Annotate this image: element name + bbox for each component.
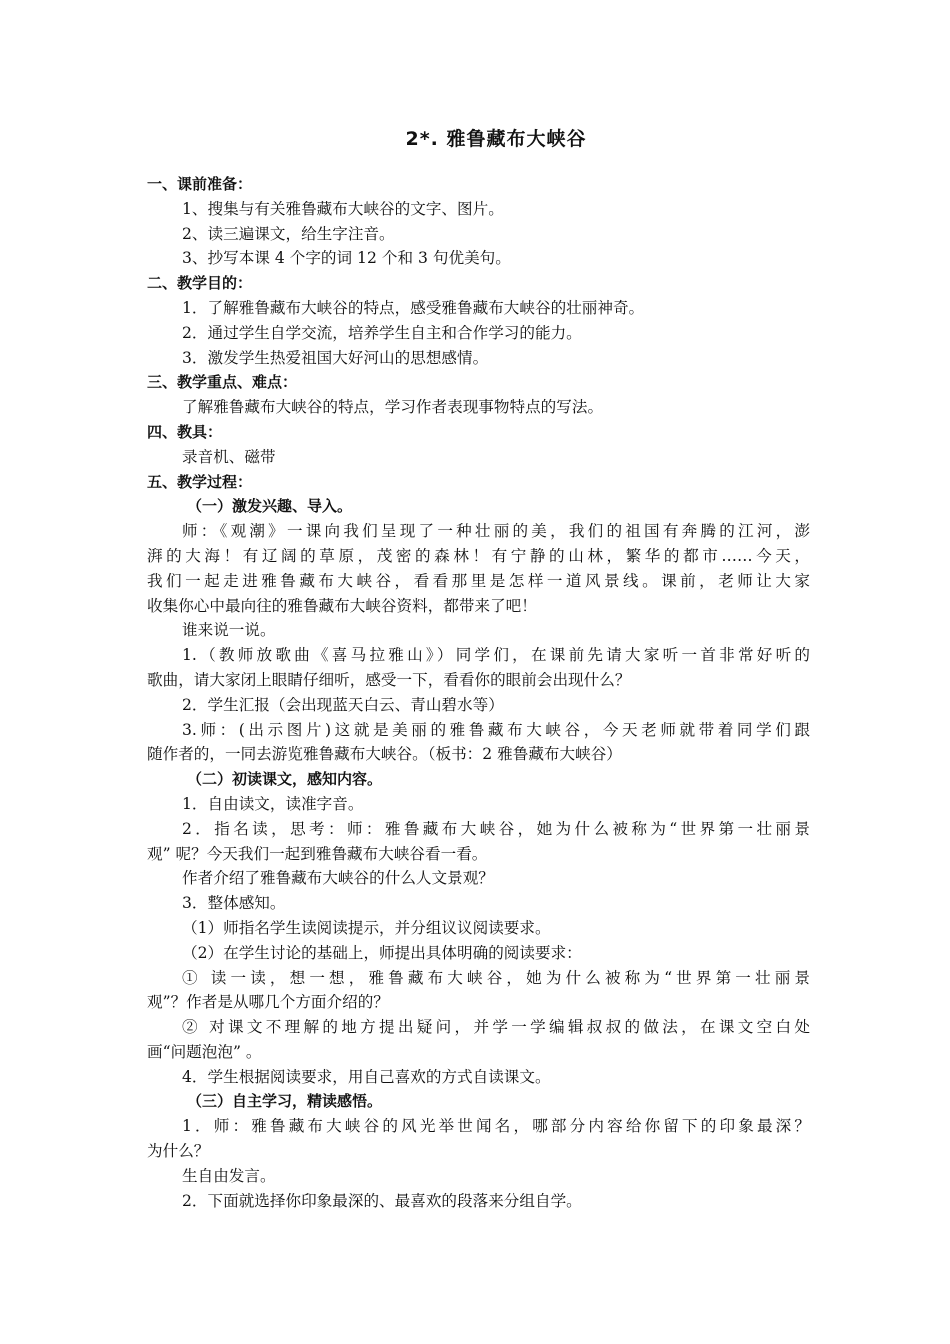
paragraph-line: 3．整体感知。 bbox=[182, 894, 286, 913]
paragraph-line: 1．自由读文，读准字音。 bbox=[182, 794, 364, 813]
paragraph-line: （1）师指名学生读阅读提示，并分组议议阅读要求。 bbox=[182, 918, 551, 937]
section-heading-preparation: 一、课前准备： bbox=[147, 175, 253, 193]
subsection-heading: （二）初读课文，感知内容。 bbox=[187, 770, 383, 789]
paragraph-line: 2．下面就选择你印象最深的、最喜欢的段落来分组自学。 bbox=[182, 1191, 582, 1210]
paragraph-line: 为什么？ bbox=[147, 1142, 210, 1161]
list-item: 1、搜集与有关雅鲁藏布大峡谷的文字、图片。 bbox=[182, 199, 504, 218]
paragraph-line: 我们一起走进雅鲁藏布大峡谷，看看那里是怎样一道风景线。课前，老师让大家 bbox=[147, 571, 810, 590]
paragraph-line: ① 读一读，想一想，雅鲁藏布大峡谷，她为什么被称为“世界第一壮丽景 bbox=[182, 968, 810, 987]
paragraph-line: 作者介绍了雅鲁藏布大峡谷的什么人文景观？ bbox=[182, 869, 494, 888]
paragraph-line: 2．指名读，思考：师：雅鲁藏布大峡谷，她为什么被称为“世界第一壮丽景 bbox=[182, 819, 810, 838]
paragraph-line: 随作者的，一同去游览雅鲁藏布大峡谷。（板书：2 雅鲁藏布大峡谷） bbox=[147, 745, 622, 764]
subsection-heading: （三）自主学习，精读感悟。 bbox=[187, 1092, 383, 1111]
paragraph-line: 歌曲，请大家闭上眼睛仔细听，感受一下，看看你的眼前会出现什么？ bbox=[147, 670, 631, 689]
list-item: 2．通过学生自学交流，培养学生自主和合作学习的能力。 bbox=[182, 323, 582, 342]
list-item: 1．了解雅鲁藏布大峡谷的特点，感受雅鲁藏布大峡谷的壮丽神奇。 bbox=[182, 298, 645, 317]
paragraph-line: 观”？作者是从哪几个方面介绍的？ bbox=[147, 993, 389, 1012]
section-heading-objectives: 二、教学目的： bbox=[147, 274, 253, 293]
paragraph-line: 1.（教师放歌曲《喜马拉雅山》）同学们，在课前先请大家听一首非常好听的 bbox=[182, 646, 810, 665]
subsection-heading: （一）激发兴趣、导入。 bbox=[187, 497, 353, 516]
list-item: 3、抄写本课 4 个字的词 12 个和 3 句优美句。 bbox=[182, 249, 511, 268]
paragraph-line: 录音机、磁带 bbox=[182, 447, 276, 466]
paragraph-line: ② 对课文不理解的地方提出疑问，并学一学编辑叔叔的做法，在课文空白处 bbox=[182, 1018, 810, 1037]
paragraph-line: 收集你心中最向往的雅鲁藏布大峡谷资料，都带来了吧！ bbox=[147, 596, 537, 615]
paragraph-line: 画“问题泡泡” 。 bbox=[147, 1042, 262, 1061]
paragraph-line: 2．学生汇报（会出现蓝天白云、青山碧水等） bbox=[182, 695, 504, 714]
paragraph-line: 1．师：雅鲁藏布大峡谷的风光举世闻名，哪部分内容给你留下的印象最深？ bbox=[182, 1117, 810, 1136]
paragraph-line: 湃的大海！有辽阔的草原，茂密的森林！有宁静的山林，繁华的都市……今天， bbox=[147, 546, 810, 565]
section-heading-process: 五、教学过程： bbox=[147, 472, 253, 491]
paragraph-line: 3.师：(出示图片)这就是美丽的雅鲁藏布大峡谷，今天老师就带着同学们跟 bbox=[182, 720, 810, 739]
paragraph-line: 了解雅鲁藏布大峡谷的特点，学习作者表现事物特点的写法。 bbox=[182, 398, 604, 417]
paragraph-line: 谁来说一说。 bbox=[182, 621, 276, 640]
document-body bbox=[147, 172, 810, 1213]
section-heading-key-points: 三、教学重点、难点： bbox=[147, 373, 298, 392]
section-heading-materials: 四、教具： bbox=[147, 422, 223, 441]
paragraph-line: 师：《观潮》一课向我们呈现了一种壮丽的美，我们的祖国有奔腾的江河，澎 bbox=[182, 522, 810, 541]
list-item: 3．激发学生热爱祖国大好河山的思想感情。 bbox=[182, 348, 489, 367]
paragraph-line: （2）在学生讨论的基础上，师提出具体明确的阅读要求： bbox=[182, 943, 582, 962]
paragraph-line: 4．学生根据阅读要求，用自己喜欢的方式自读课文。 bbox=[182, 1067, 551, 1086]
document-title: 2*. 雅鲁藏布大峡谷 bbox=[405, 128, 587, 150]
list-item: 2、读三遍课文，给生字注音。 bbox=[182, 224, 395, 243]
paragraph-line: 生自由发言。 bbox=[182, 1166, 276, 1185]
paragraph-line: 观” 呢？今天我们一起到雅鲁藏布大峡谷看一看。 bbox=[147, 844, 488, 863]
